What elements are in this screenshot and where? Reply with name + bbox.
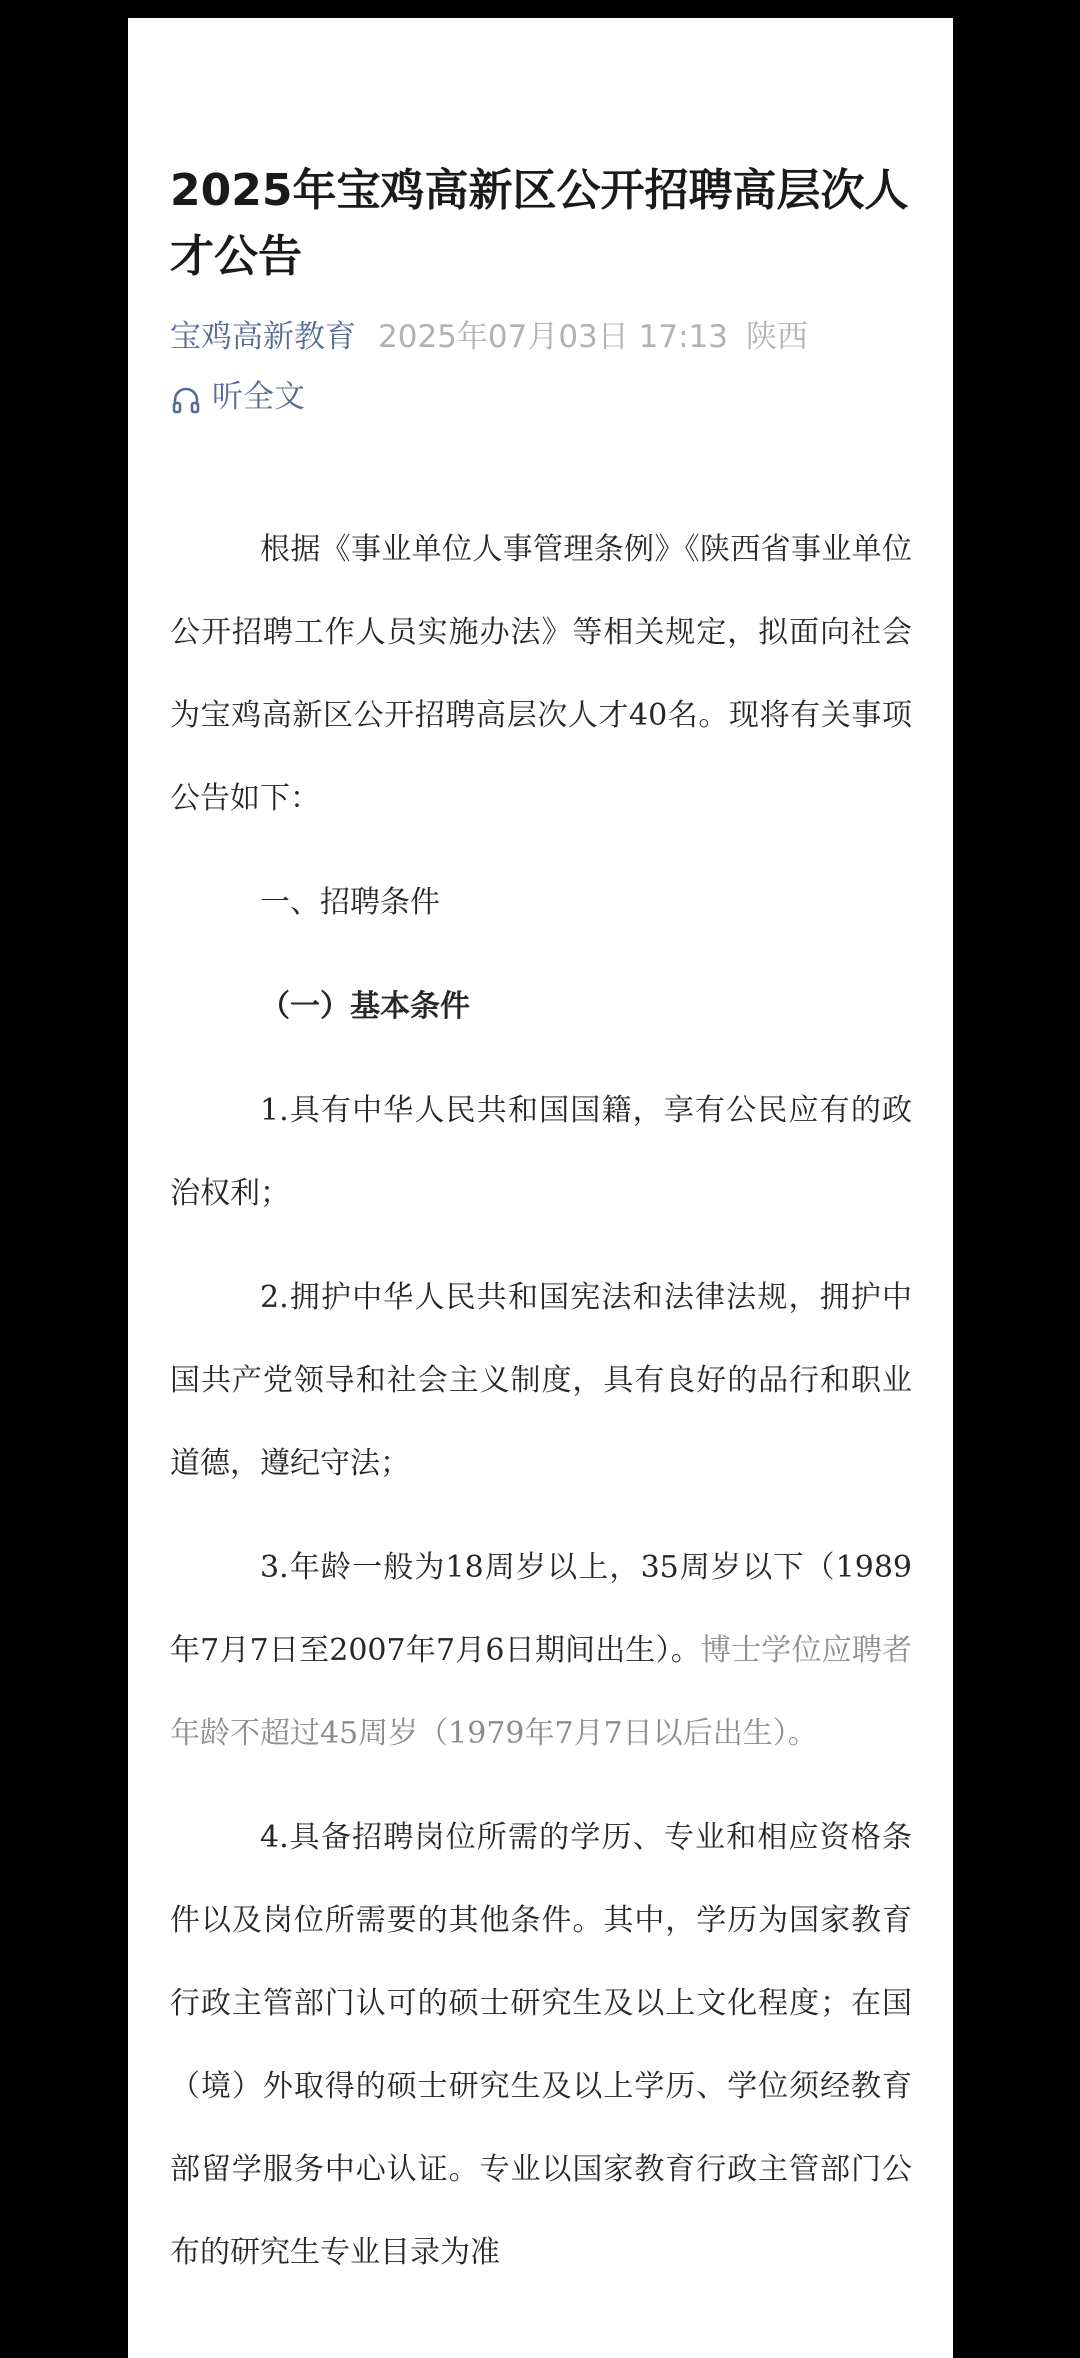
condition-item-3 <box>170 1526 912 1775</box>
article-content <box>170 158 912 2294</box>
publish-location: 陕西 <box>745 319 808 355</box>
section-heading: 一、招聘条件 <box>260 885 440 920</box>
intro-paragraph: 根据《事业单位人事管理条例》《陕西省事业单位公开招聘工作人员实施办法》等相关规定，拟面向社会为宝鸡高新区公开招聘高层次人才40名。现将有关事项公告如下： <box>170 532 912 816</box>
headphones-icon <box>170 381 202 413</box>
article-page <box>128 18 953 2358</box>
condition-item-3-doctorate: 博士学位应聘者年龄不超过45周岁（1979年7月7日以后出生）。 <box>170 1633 912 1751</box>
publish-date: 2025年07月03日 17:13 <box>378 319 728 355</box>
author-link[interactable]: 宝鸡高新教育 <box>170 319 356 355</box>
condition-item-2: 2.拥护中华人民共和国宪法和法律法规，拥护中国共产党领导和社会主义制度，具有良好的品行和职业道德，遵纪守法； <box>170 1280 912 1481</box>
condition-item-3-age: 3.年龄一般为18周岁以上，35周岁以下（1989年7月7日至2007年7月6日期间出生）。 <box>170 1550 912 1668</box>
article-body <box>170 508 912 2294</box>
condition-item-4: 4.具备招聘岗位所需的学历、专业和相应资格条件以及岗位所需要的其他条件。其中，学历为国家教育行政主管部门认可的硕士研究生及以上文化程度；在国（境）外取得的硕士研究生及以上学历、学位须经教育部留学服务中心认证。专业以国家教育行政主管部门公布的研究生专业目录为准 <box>170 1820 912 2270</box>
article-title: 2025年宝鸡高新区公开招聘高层次人才公告 <box>170 165 909 282</box>
listen-label: 听全文 <box>212 379 305 415</box>
condition-item-1: 1.具有中华人民共和国国籍，享有公民应有的政治权利； <box>170 1093 912 1211</box>
article-meta <box>170 312 912 362</box>
listen-button[interactable] <box>170 372 912 422</box>
subsection-heading: （一）基本条件 <box>260 989 470 1024</box>
